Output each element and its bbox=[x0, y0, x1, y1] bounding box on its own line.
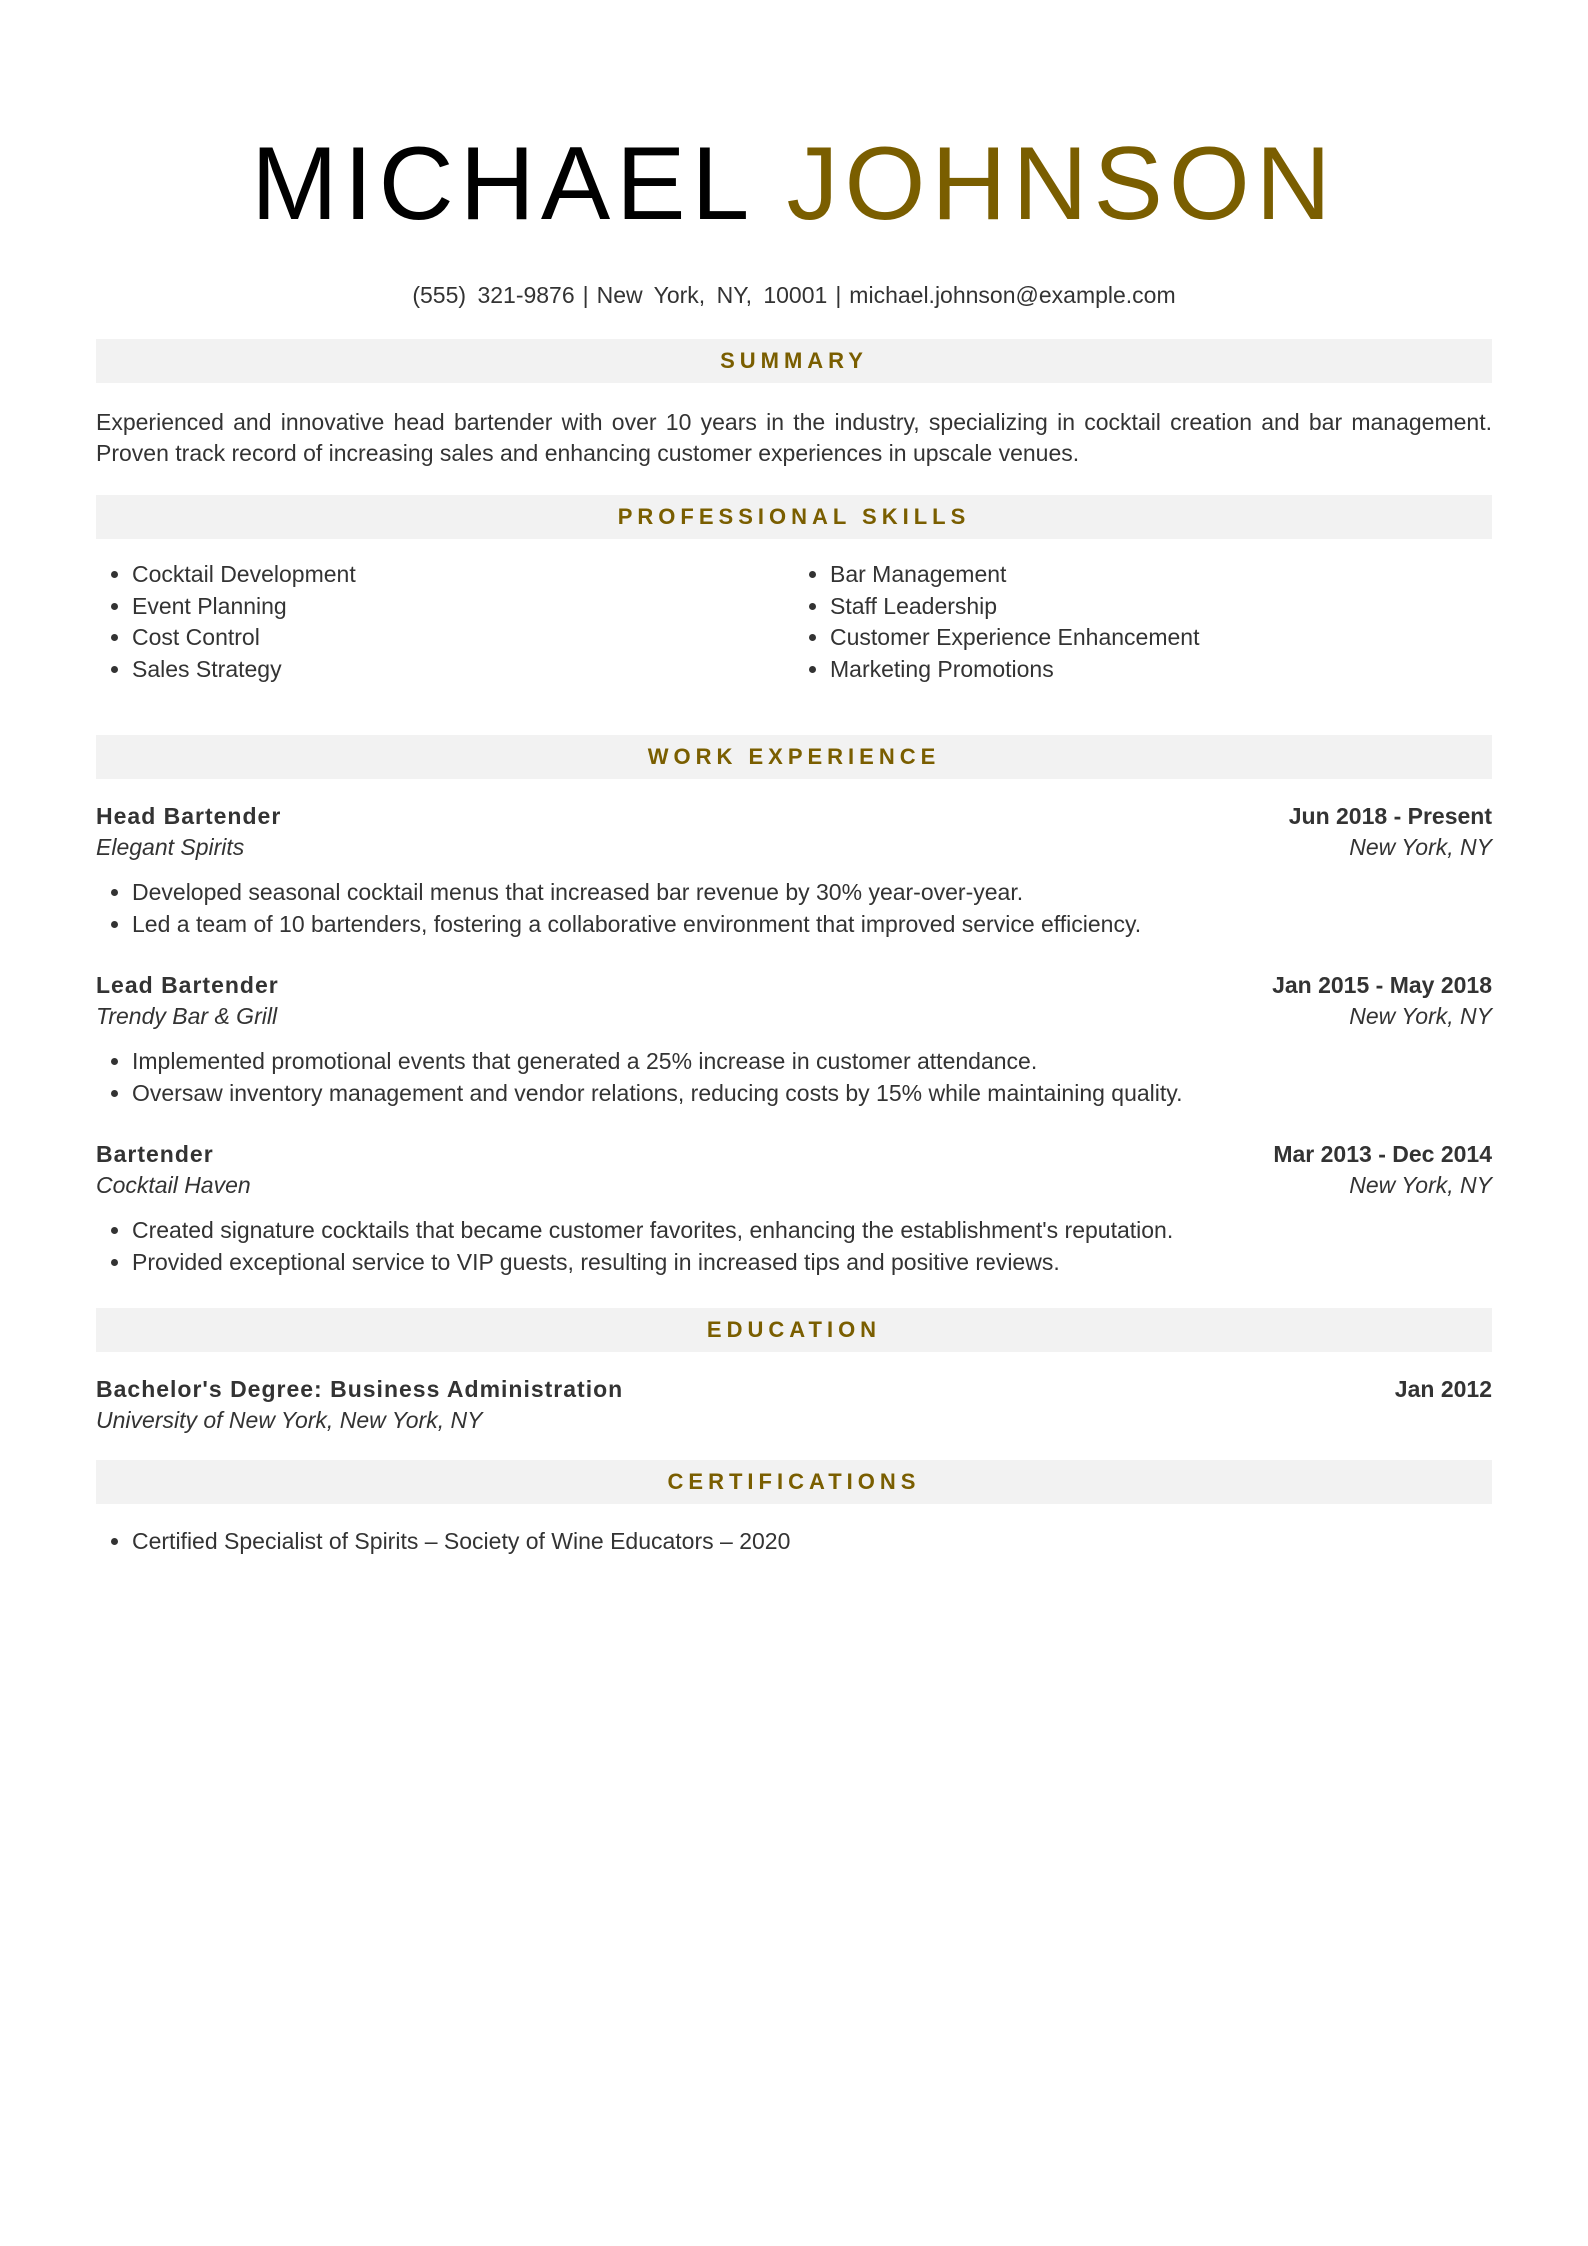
school: University of New York, New York, NY bbox=[96, 1407, 483, 1433]
job-bullet: • Oversaw inventory management and vendor relations, reducing costs by 15% while maintaining quality. bbox=[132, 1078, 1492, 1110]
job-title: Bartender bbox=[96, 1141, 214, 1167]
skill-item: • Event Planning bbox=[132, 591, 794, 623]
skills-heading: PROFESSIONAL SKILLS bbox=[96, 495, 1492, 539]
job-company: Elegant Spirits bbox=[96, 834, 245, 860]
skill-item: • Cost Control bbox=[132, 622, 794, 654]
skill-item: • Sales Strategy bbox=[132, 654, 794, 686]
job-bullet: • Provided exceptional service to VIP guests, resulting in increased tips and positive reviews. bbox=[132, 1247, 1492, 1279]
last-name: JOHNSON bbox=[786, 126, 1337, 242]
contact-separator: | bbox=[835, 282, 842, 308]
first-name: MICHAEL bbox=[251, 126, 752, 242]
job-location: New York, NY bbox=[1349, 834, 1492, 860]
job-company: Cocktail Haven bbox=[96, 1172, 251, 1198]
skill-item: • Cocktail Development bbox=[132, 559, 794, 591]
education-heading: EDUCATION bbox=[96, 1308, 1492, 1352]
candidate-name bbox=[96, 0, 1492, 244]
skills-column-right bbox=[794, 559, 1492, 685]
job-bullet: • Created signature cocktails that became customer favorites, enhancing the establishment's reputation. bbox=[132, 1215, 1492, 1247]
job-entry bbox=[96, 1139, 1492, 1278]
summary-heading: SUMMARY bbox=[96, 339, 1492, 383]
graduation-date: Jan 2012 bbox=[1394, 1376, 1492, 1402]
skill-item: • Customer Experience Enhancement bbox=[830, 622, 1492, 654]
job-entry bbox=[96, 970, 1492, 1109]
certifications-heading: CERTIFICATIONS bbox=[96, 1460, 1492, 1504]
job-title: Lead Bartender bbox=[96, 972, 279, 998]
job-location: New York, NY bbox=[1349, 1172, 1492, 1198]
skill-item: • Staff Leadership bbox=[830, 591, 1492, 623]
summary-text: Experienced and innovative head bartender with over 10 years in the industry, specializing in cocktail creation and bar management. Proven track record of increasing sales and enhancing customer experiences in upscale venues. bbox=[96, 409, 1492, 466]
email-link[interactable]: michael.johnson@example.com bbox=[849, 282, 1176, 308]
certifications-list bbox=[96, 1526, 1492, 1558]
job-dates: Jan 2015 - May 2018 bbox=[1272, 972, 1492, 998]
location: New York, NY, 10001 bbox=[596, 282, 828, 308]
job-bullet: • Led a team of 10 bartenders, fostering a collaborative environment that improved service efficiency. bbox=[132, 909, 1492, 941]
degree: Bachelor's Degree: Business Administration bbox=[96, 1376, 624, 1402]
contact-line bbox=[96, 280, 1492, 310]
job-entry bbox=[96, 801, 1492, 940]
skills-column-left bbox=[96, 559, 794, 685]
job-dates: Mar 2013 - Dec 2014 bbox=[1273, 1141, 1492, 1167]
job-bullet: • Implemented promotional events that generated a 25% increase in customer attendance. bbox=[132, 1046, 1492, 1078]
certification-item: • Certified Specialist of Spirits – Society of Wine Educators – 2020 bbox=[132, 1526, 1492, 1558]
contact-separator: | bbox=[582, 282, 589, 308]
job-dates: Jun 2018 - Present bbox=[1288, 803, 1492, 829]
skill-item: • Marketing Promotions bbox=[830, 654, 1492, 686]
job-bullets bbox=[96, 1215, 1492, 1278]
skills-list bbox=[96, 559, 1492, 685]
job-bullets bbox=[96, 877, 1492, 940]
job-bullet: • Developed seasonal cocktail menus that increased bar revenue by 30% year-over-year. bbox=[132, 877, 1492, 909]
job-location: New York, NY bbox=[1349, 1003, 1492, 1029]
job-company: Trendy Bar & Grill bbox=[96, 1003, 278, 1029]
job-title: Head Bartender bbox=[96, 803, 282, 829]
phone: (555) 321-9876 bbox=[412, 282, 575, 308]
skill-item: • Bar Management bbox=[830, 559, 1492, 591]
job-bullets bbox=[96, 1046, 1492, 1109]
education-entry bbox=[96, 1374, 1492, 1436]
experience-heading: WORK EXPERIENCE bbox=[96, 735, 1492, 779]
